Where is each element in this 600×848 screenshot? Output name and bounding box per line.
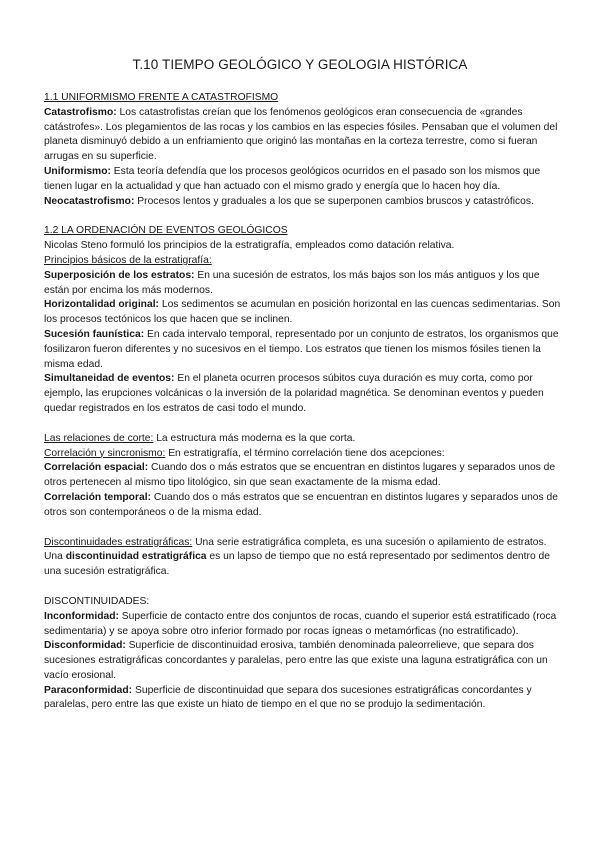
definition-uniformismo: Esta teoría defendía que los procesos geológicos ocurridos en el pasado son los mismos que tienen lugar en la actualidad y que han actuado con el mismo grado y energía que lo hacen hoy día. <box>44 165 541 192</box>
paragraph-discontinuidades-estratigraficas <box>44 536 564 551</box>
definition-paraconformidad: Superficie de discontinuidad que separa dos sucesiones estratigráficas concordantes y paralelas, pero entre las que existe un hiato de tiempo en el que no se produjo la sedimentación. <box>44 684 532 711</box>
paragraph-superposicion <box>44 269 564 299</box>
paragraph-sucesion-faunistica <box>44 328 564 372</box>
text-correlacion: En estratigrafía, el término correlación tiene dos acepciones: <box>165 447 445 459</box>
term-sucesion-faunistica: Sucesión faunística: <box>44 328 145 340</box>
paragraph-paraconformidad <box>44 684 564 714</box>
term-disconformidad: Disconformidad: <box>44 640 126 652</box>
paragraph-correlacion-espacial <box>44 461 564 491</box>
paragraph-correlacion <box>44 447 564 462</box>
definition-catastrofismo: Los catastrofistas creían que los fenómenos geológicos eran consecuencia de «grandes catástrofes». Los plegamientos de las rocas y los cambios en las especies fósiles. Pensaban que el volumen del planeta disminuyó debido a un enfriamiento que originó las montañas en la corteza terrestre, como si fueran arrugas en su superficie. <box>44 106 558 163</box>
definition-correlacion-espacial: Cuando dos o más estratos que se encuentran en distintos lugares y separados unos de otros pertenecen al mismo tipo litológico, sin que sean exactamente de la misma edad. <box>44 462 556 489</box>
definition-disconformidad: Superficie de discontinuidad erosiva, también denominada paleorrelieve, que separa dos sucesiones estratigráficas concordantes y paralelas, pero entre las que existe una laguna estratigráfica con un vacío erosional. <box>44 640 548 681</box>
term-correlacion-espacial: Correlación espacial: <box>44 462 149 474</box>
paragraph-inconformidad <box>44 610 564 640</box>
paragraph-disconformidad <box>44 639 564 683</box>
definition-discontinuidad: es un lapso de tiempo que no está representado por sedimentos dentro de una sucesión estratigráfica. <box>44 551 550 578</box>
paragraph-simultaneidad <box>44 372 564 416</box>
subheading-principios: Principios básicos de la estratigrafía: <box>44 254 212 266</box>
term-correlacion-temporal: Correlación temporal: <box>44 491 151 503</box>
text-una: Una <box>44 551 66 563</box>
definition-inconformidad: Superficie de contacto entre dos conjuntos de rocas, cuando el superior está estratificado (roca sedimentaria) y se apoya sobre otro inferior formado por rocas ígneas o metamórficas (no estratificado). <box>44 610 557 637</box>
paragraph-correlacion-temporal <box>44 491 564 521</box>
term-paraconformidad: Paraconformidad: <box>44 684 133 696</box>
text-relaciones-corte: La estructura más moderna es la que corta. <box>153 432 356 444</box>
paragraph-relaciones-corte <box>44 432 564 447</box>
definition-simultaneidad: En el planeta ocurren procesos súbitos cuya duración es muy corta, como por ejemplo, las erupciones volcánicas o la inversión de la polaridad magnética. Se denominan eventos y pueden quedar registrados en los estratos de casi todo el mundo. <box>44 373 544 414</box>
definition-neocatastrofismo: Procesos lentos y graduales a los que se superponen cambios bruscos y catastróficos. <box>134 195 534 207</box>
document-body <box>44 91 564 713</box>
paragraph-horizontalidad <box>44 298 564 328</box>
section-heading-ordenacion: 1.2 LA ORDENACIÓN DE EVENTOS GEOLÓGICOS <box>44 225 288 237</box>
term-catastrofismo: Catastrofismo: <box>44 106 117 118</box>
definition-superposicion: En una sucesión de estratos, los más bajos son los más antiguos y los que están por encima los más modernos. <box>44 269 540 296</box>
text-discontinuidades: Una serie estratigráfica completa, es una sucesión o apilamiento de estratos. <box>192 536 547 548</box>
term-inconformidad: Inconformidad: <box>44 610 119 622</box>
label-relaciones-corte: Las relaciones de corte: <box>44 432 154 444</box>
definition-sucesion-faunistica: En cada intervalo temporal, representado por un conjunto de estratos, los organismos que fosilizaron fueron diferentes y no sucesivos en el tiempo. Los estratos que tienen los mismos fósiles tienen la misma edad. <box>44 328 559 370</box>
term-horizontalidad: Horizontalidad original: <box>44 299 159 311</box>
paragraph-steno: Nicolas Steno formuló los principios de la estratigrafía, empleados como datación relativa. <box>44 240 455 252</box>
label-correlacion: Correlación y sincronismo: <box>44 447 166 459</box>
label-discontinuidades: Discontinuidades estratigráficas: <box>44 536 193 548</box>
section-heading-discontinuidades: DISCONTINUIDADES: <box>44 595 150 607</box>
paragraph-neocatastrofismo <box>44 195 564 210</box>
page-title: T.10 TIEMPO GEOLÓGICO Y GEOLOGIA HISTÓRICA <box>132 57 468 72</box>
paragraph-catastrofismo <box>44 106 564 165</box>
section-heading-uniformismo: 1.1 UNIFORMISMO FRENTE A CATASTROFISMO <box>44 92 279 103</box>
term-uniformismo: Uniformismo: <box>44 165 111 177</box>
term-neocatastrofismo: Neocatastrofismo: <box>44 195 135 207</box>
definition-horizontalidad: Los sedimentos se acumulan en posición horizontal en las cuencas sedimentarias. Son los procesos tectónicos los que hacen que se inclinen. <box>44 299 561 326</box>
paragraph-uniformismo <box>44 165 564 195</box>
term-simultaneidad: Simultaneidad de eventos: <box>44 373 175 385</box>
definition-correlacion-temporal: Cuando dos o más estratos que se encuentran en distintos lugares y separados unos de otros son contemporáneos o de la misma edad. <box>44 491 558 518</box>
term-discontinuidad: discontinuidad estratigráfica <box>65 551 207 563</box>
paragraph-discontinuidad-definicion <box>44 550 564 580</box>
term-superposicion: Superposición de los estratos: <box>44 269 195 281</box>
